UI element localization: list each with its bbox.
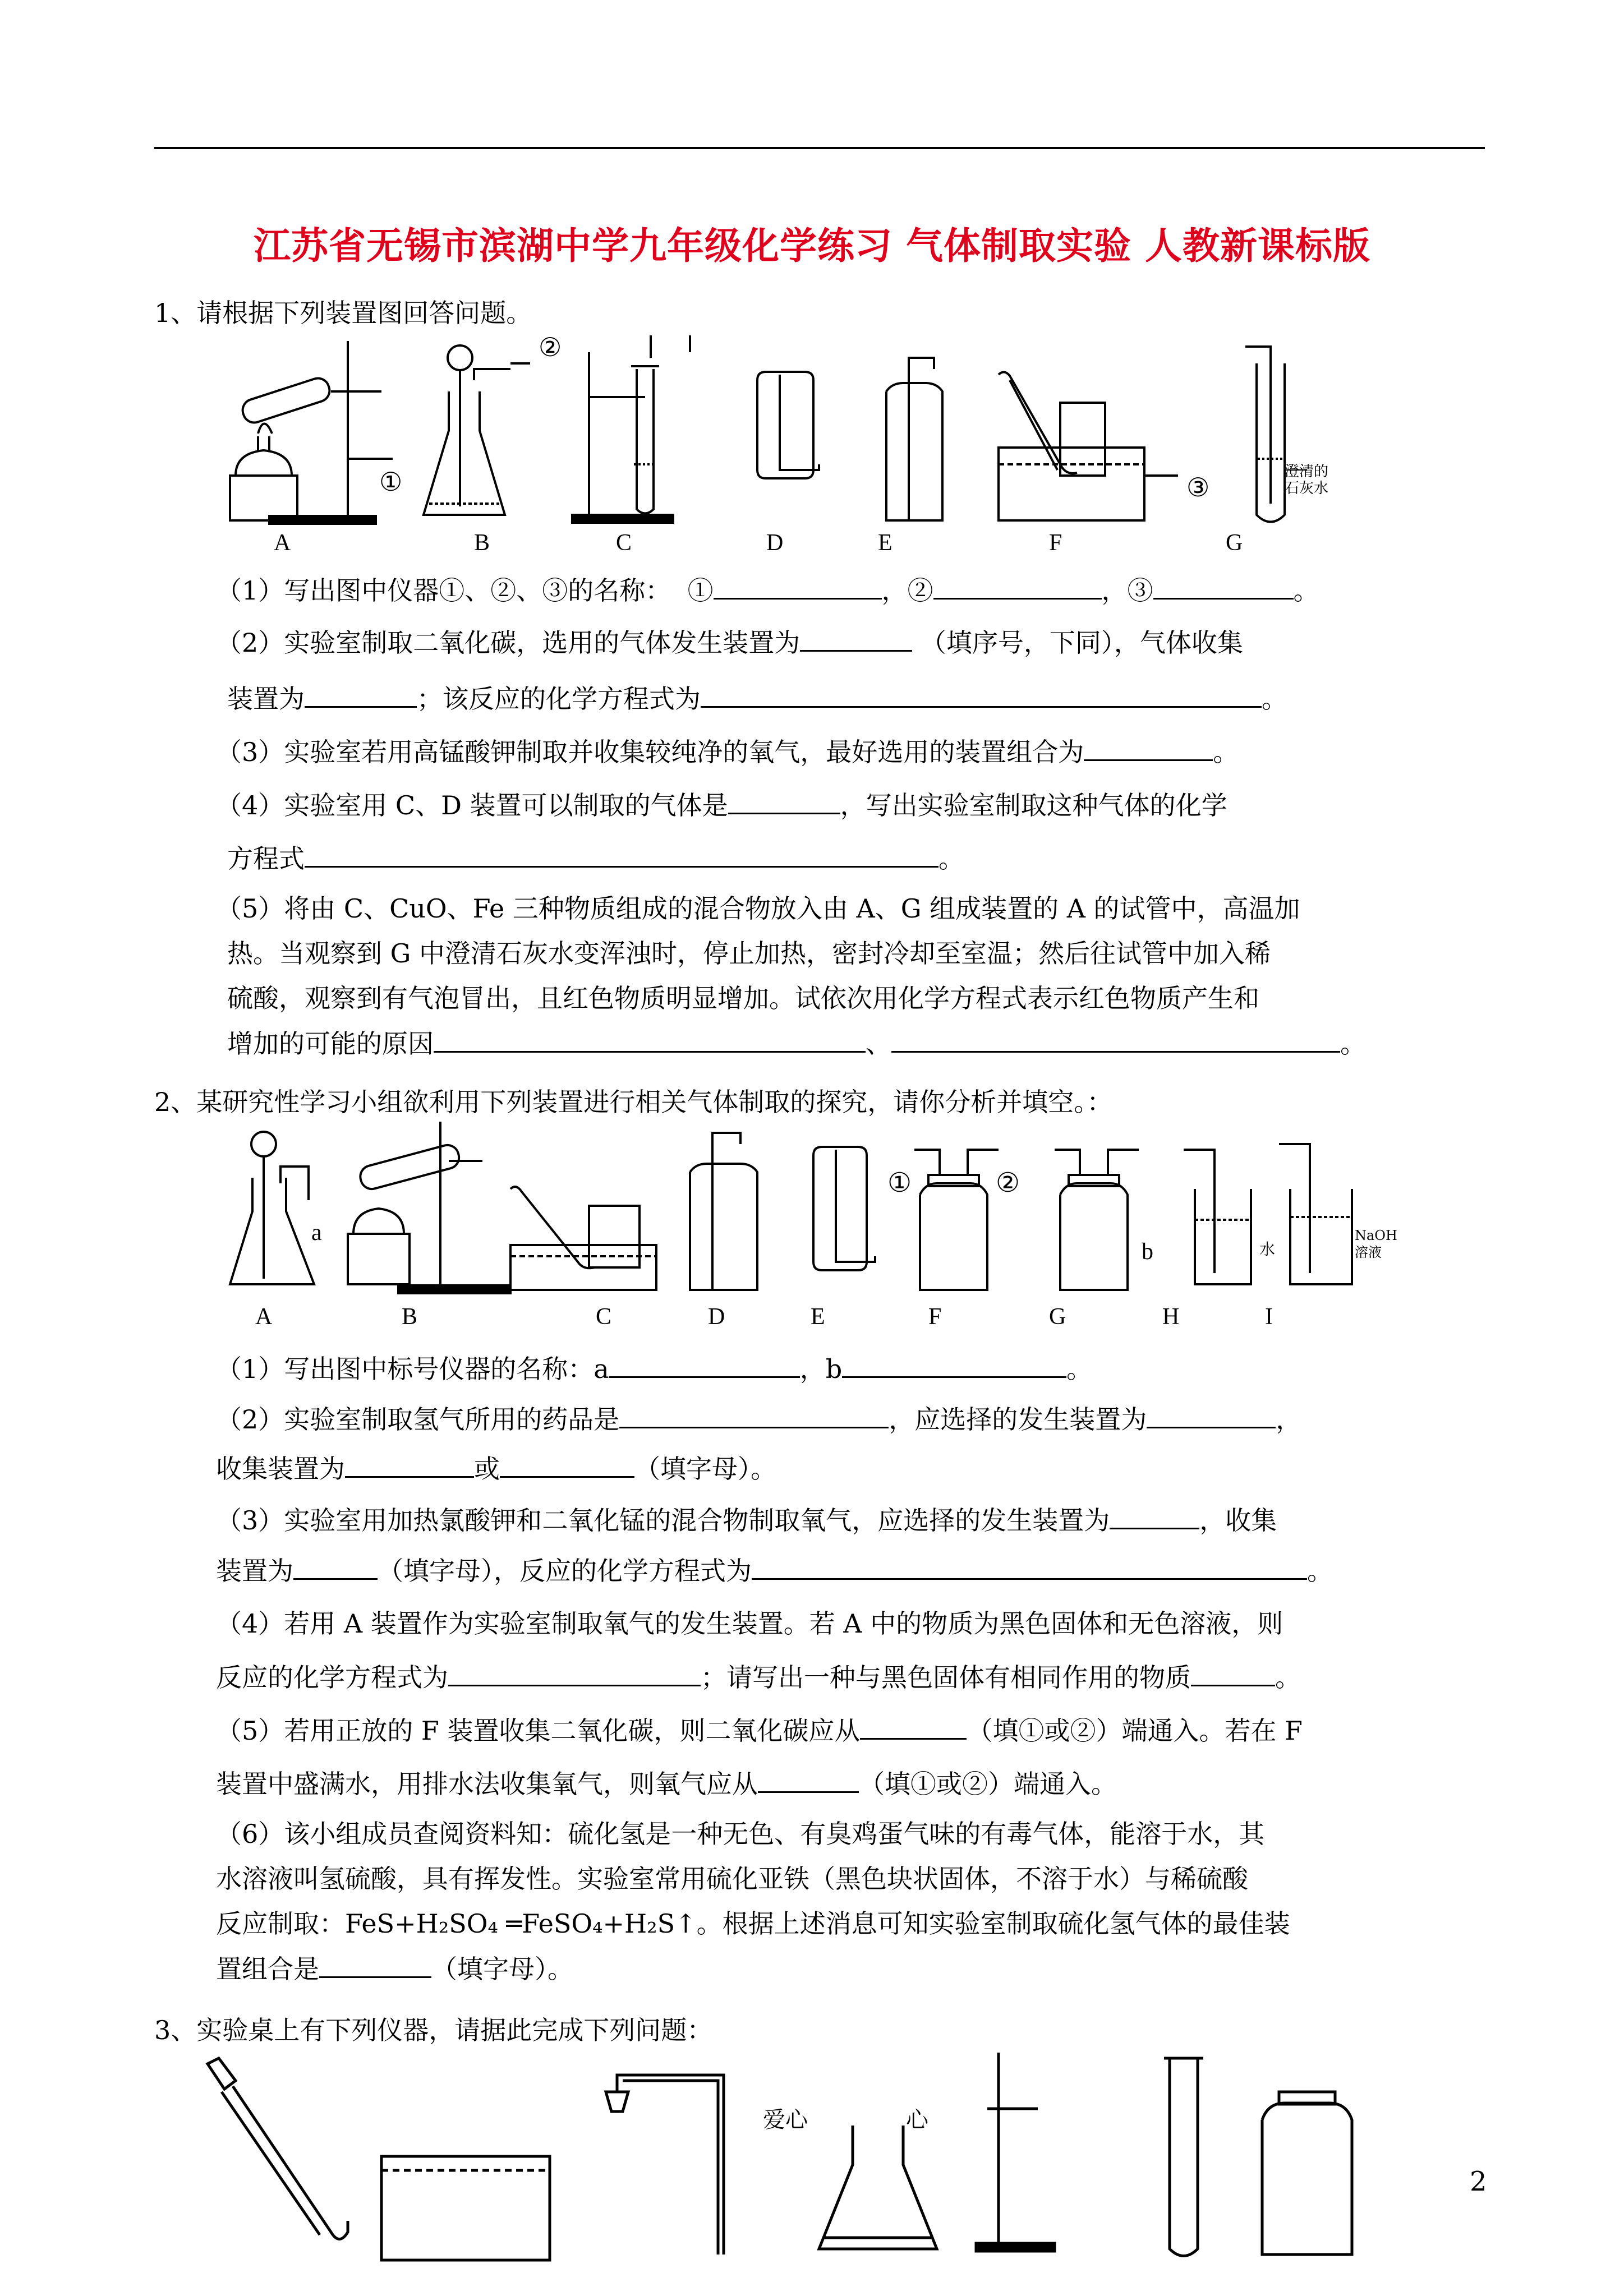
q1-blank-3[interactable] — [1153, 573, 1294, 600]
q2-label-d: D — [708, 1304, 725, 1330]
q3-mark-1: 爱心 — [763, 2107, 808, 2133]
q2-label-f: F — [928, 1304, 942, 1330]
q2-blank-14[interactable] — [319, 1952, 431, 1978]
q2-part5-line1: （5）若用正放的 F 装置收集二氧化碳，则二氧化碳应从 （填①或②）端通入。若在 F — [216, 1713, 1303, 1748]
q3-apparatus-figure — [191, 2041, 1380, 2266]
q1-marker-3: ③ — [1186, 473, 1210, 502]
q2-label-e: E — [811, 1304, 825, 1330]
q3-conical-flask — [819, 2126, 937, 2249]
q2-part1: （1）写出图中标号仪器的名称：a ，b 。 — [216, 1352, 1092, 1386]
q1-device-c — [572, 335, 690, 523]
q1-part4-line1: （4）实验室用 C、D 装置可以制取的气体是 ，写出实验室制取这种气体的化学 — [216, 788, 1227, 822]
q1-part1: （1）写出图中仪器①、②、③的名称： ① ，② ，③ 。 — [216, 573, 1319, 607]
q1-limewater-tag: 澄清的石灰水 — [1285, 463, 1329, 497]
q2-blank-2[interactable] — [842, 1352, 1066, 1378]
q2-part6-line3: 反应制取：FeS+H₂SO₄ ═FeSO₄+H₂S↑。根据上述消息可知实验室制取硫化氢气体的最佳装 — [216, 1908, 1290, 1939]
q2-device-b — [348, 1122, 510, 1293]
q2-blank-1[interactable] — [609, 1352, 800, 1378]
header-rule — [154, 147, 1485, 149]
q1-device-a — [230, 341, 393, 524]
q1-part3: （3）实验室若用高锰酸钾制取并收集较纯净的氧气，最好选用的装置组合为 。 — [216, 735, 1239, 769]
q1-blank-8[interactable] — [728, 788, 840, 814]
q2-marker-1: ① — [887, 1168, 912, 1198]
q1-blank-1[interactable] — [714, 573, 882, 600]
q1-marker-1: ① — [379, 468, 403, 496]
q1-device-f — [999, 372, 1178, 520]
q2-part6-line1: （6）该小组成员查阅资料知：硫化氢是一种无色、有臭鸡蛋气味的有毒气体，能溶于水，其 — [216, 1819, 1265, 1849]
q1-device-e — [886, 358, 942, 520]
q3-test-tube — [1164, 2058, 1203, 2256]
q2-part6-line2: 水溶液叫氢硫酸，具有挥发性。实验室常用硫化亚铁（黑色块状固体，不溶于水）与稀硫酸 — [216, 1864, 1248, 1894]
q1-blank-5[interactable] — [305, 681, 417, 708]
q1-label-c: C — [616, 530, 632, 556]
q1-blank-10[interactable] — [434, 1026, 866, 1053]
q2-blank-10[interactable] — [448, 1660, 701, 1686]
q2-label-i: I — [1265, 1304, 1273, 1330]
q2-part6-line4: 置组合是 （填字母）。 — [216, 1952, 573, 1986]
q2-apparatus-figure — [219, 1122, 1397, 1301]
q1-part5-line4: 增加的可能的原因 、 。 — [227, 1026, 1366, 1061]
q1-device-d — [757, 372, 819, 478]
q2-label-h: H — [1162, 1304, 1180, 1330]
q2-blank-3[interactable] — [619, 1402, 889, 1428]
q2-blank-9[interactable] — [752, 1553, 1307, 1580]
q2-part5-line2: 装置中盛满水，用排水法收集氧气，则氧气应从 （填①或②）端通入。 — [216, 1767, 1117, 1801]
q2-blank-8[interactable] — [293, 1553, 378, 1580]
q1-device-b — [424, 345, 530, 515]
q2-part4-line1: （4）若用 A 装置作为实验室制取氧气的发生装置。若 A 中的物质为黑色固体和无色溶液，则 — [216, 1608, 1283, 1639]
q2-device-a — [230, 1132, 314, 1284]
q3-stem: 3、实验桌上有下列仪器，请据此完成下列问题： — [154, 2015, 713, 2045]
q2-stem: 2、某研究性学习小组欲利用下列装置进行相关气体制取的探究，请你分析并填空。： — [154, 1087, 1113, 1117]
q1-label-e: E — [878, 530, 892, 556]
q1-part4-line2: 方程式 。 — [227, 841, 964, 875]
q2-marker-a: a — [311, 1220, 322, 1246]
q2-device-i — [1279, 1144, 1352, 1284]
q2-label-c: C — [596, 1304, 612, 1330]
q2-part2-line2: 收集装置为 或 （填字母）。 — [216, 1451, 776, 1486]
q1-part2-line1: （2）实验室制取二氧化碳，选用的气体发生装置为 （填序号，下同），气体收集 — [216, 625, 1243, 660]
q1-blank-9[interactable] — [305, 841, 938, 868]
q2-device-g — [1055, 1150, 1139, 1290]
q1-blank-7[interactable] — [1084, 735, 1213, 761]
q2-label-a: A — [255, 1304, 273, 1330]
q2-device-f — [914, 1150, 999, 1290]
q3-gas-jar — [1262, 2092, 1352, 2254]
q1-stem: 1、请根据下列装置图回答问题。 — [154, 298, 532, 328]
q1-blank-4[interactable] — [800, 625, 912, 652]
q2-water-tag: 水 — [1259, 1240, 1276, 1258]
q2-device-h — [1184, 1150, 1251, 1284]
q2-blank-4[interactable] — [1147, 1402, 1276, 1428]
q1-part2-line2: 装置为 ；该反应的化学方程式为 。 — [227, 681, 1287, 716]
page-number: 2 — [1470, 2166, 1487, 2197]
q2-part3-line1: （3）实验室用加热氯酸钾和二氧化锰的混合物制取氧气，应选择的发生装置为 ，收集 — [216, 1503, 1277, 1537]
q3-water-trough — [381, 2156, 550, 2260]
q1-label-d: D — [766, 530, 784, 556]
q1-label-g: G — [1226, 530, 1243, 556]
q1-part5-line1: （5）将由 C、CuO、Fe 三种物质组成的混合物放入由 A、G 组成装置的 A 的试管中，高温加 — [216, 893, 1300, 924]
q3-delivery-tube — [208, 2058, 348, 2239]
q2-blank-5[interactable] — [345, 1451, 474, 1478]
q2-marker-2: ② — [996, 1168, 1020, 1198]
q2-blank-12[interactable] — [860, 1713, 967, 1740]
q1-label-a: A — [274, 530, 291, 556]
q2-part2-line1: （2）实验室制取氢气所用的药品是 ，应选择的发生装置为 ， — [216, 1402, 1301, 1436]
q2-device-c — [510, 1187, 656, 1290]
q2-label-b: B — [402, 1304, 418, 1330]
q1-label-f: F — [1049, 530, 1062, 556]
q2-device-d — [690, 1133, 757, 1290]
q2-blank-6[interactable] — [500, 1451, 634, 1478]
q3-iron-stand — [976, 2053, 1055, 2251]
q2-marker-b: b — [1142, 1239, 1153, 1265]
q2-naoh-tag: NaOH 溶液 — [1355, 1228, 1397, 1260]
q2-part3-line2: 装置为 （填字母），反应的化学方程式为 。 — [216, 1553, 1333, 1588]
q1-blank-11[interactable] — [891, 1026, 1340, 1053]
q3-stopper-tube — [606, 2075, 724, 2254]
page-title: 江苏省无锡市滨湖中学九年级化学练习 气体制取实验 人教新课标版 — [254, 224, 1370, 268]
q1-label-b: B — [474, 530, 490, 556]
q2-blank-13[interactable] — [758, 1767, 859, 1793]
q3-mark-2: 心 — [906, 2107, 928, 2133]
q2-device-e — [813, 1147, 875, 1270]
q1-part5-line3: 硫酸，观察到有气泡冒出，且红色物质明显增加。试依次用化学方程式表示红色物质产生和 — [227, 983, 1259, 1013]
q1-blank-2[interactable] — [933, 573, 1102, 600]
q2-blank-7[interactable] — [1110, 1503, 1199, 1529]
q2-label-g: G — [1049, 1304, 1066, 1330]
q1-part5-line2: 热。当观察到 G 中澄清石灰水变浑浊时，停止加热，密封冷却至室温；然后往试管中加入稀 — [227, 938, 1271, 969]
q2-part4-line2: 反应的化学方程式为 ；请写出一种与黑色固体有相同作用的物质 。 — [216, 1660, 1301, 1694]
q2-blank-11[interactable] — [1191, 1660, 1275, 1686]
q1-marker-2: ② — [539, 333, 562, 362]
q1-blank-6[interactable] — [701, 681, 1262, 708]
